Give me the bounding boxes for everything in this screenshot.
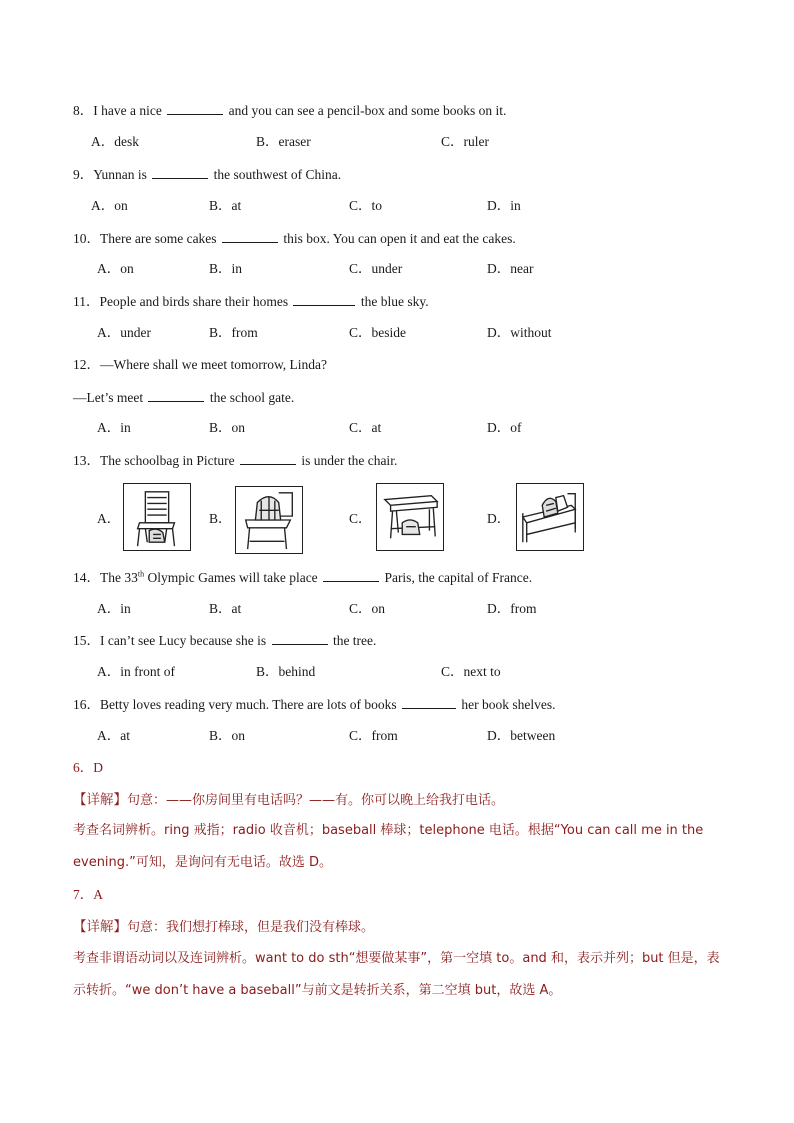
option-a: A．	[97, 511, 121, 526]
bag-on-chair-icon	[235, 486, 303, 554]
answer-blank	[152, 165, 208, 179]
option-c: C．on	[349, 601, 386, 616]
option-a: A．on	[97, 261, 134, 276]
option-c: C．under	[349, 261, 403, 276]
question-12-options	[0, 419, 794, 437]
option-b: B．on	[209, 728, 246, 743]
question-15: 15．I can’t see Lucy because she is the tree.	[73, 633, 377, 648]
option-a: A．in	[97, 420, 131, 435]
question-11-options	[0, 324, 794, 342]
question-14-options	[0, 600, 794, 618]
answer-blank	[240, 451, 296, 465]
option-c: C．at	[349, 420, 382, 435]
option-b: B．	[209, 511, 232, 526]
question-16: 16．Betty loves reading very much. There are lots of books her book shelves.	[73, 697, 556, 712]
answer-7-explanation-line1: 考查非谓语动词以及连词辨析。want to do sth“想要做某事”，第一空填 to。and 和，表示并列；but 但是，表	[73, 951, 720, 966]
option-a: A．in	[97, 601, 131, 616]
option-d: D．in	[487, 198, 521, 213]
option-c: C．next to	[441, 664, 501, 679]
question-13: 13．The schoolbag in Picture is under the chair.	[73, 453, 398, 468]
option-b: B．eraser	[256, 134, 311, 149]
answer-blank	[222, 229, 278, 243]
answer-6-explanation-line1: 考查名词辨析。ring 戒指；radio 收音机；baseball 棒球；telephone 电话。根据“You can call me in the	[73, 823, 704, 838]
bag-on-bed-icon	[516, 483, 584, 551]
question-12: 12．—Where shall we meet tomorrow, Linda?	[73, 357, 328, 372]
bag-under-table-icon	[376, 483, 444, 551]
question-10: 10．There are some cakes this box. You can open it and eat the cakes.	[73, 231, 516, 246]
option-c: C．from	[349, 728, 398, 743]
answer-6-explanation-line2: evening.”可知，是询问有无电话。故选 D。	[73, 855, 333, 870]
option-d: D．from	[487, 601, 537, 616]
chair-with-bag-under-icon	[123, 483, 191, 551]
answer-blank	[402, 695, 456, 709]
answer-blank	[293, 292, 355, 306]
option-a: A．in front of	[97, 664, 175, 679]
answer-blank	[148, 388, 204, 402]
option-b: B．at	[209, 601, 242, 616]
option-d: D．near	[487, 261, 534, 276]
option-b: B．from	[209, 325, 258, 340]
question-10-options	[0, 260, 794, 278]
question-12-reply: —Let’s meet the school gate.	[73, 390, 295, 405]
answer-blank	[167, 101, 223, 115]
answer-7-number: 7．A	[73, 887, 103, 902]
question-16-options	[0, 727, 794, 745]
answer-7-detail: 【详解】句意：我们想打棒球，但是我们没有棒球。	[73, 919, 375, 935]
answer-6-number: 6．D	[73, 760, 103, 775]
question-15-options	[0, 663, 794, 681]
option-d: D．	[487, 511, 511, 526]
question-9-options	[0, 197, 794, 215]
answer-6-detail: 【详解】句意：——你房间里有电话吗？——有。你可以晚上给我打电话。	[73, 792, 505, 808]
option-a: A．under	[97, 325, 151, 340]
answer-blank	[272, 631, 328, 645]
answer-7-explanation-line2: 示转折。“we don’t have a baseball”与前文是转折关系，第二空填 but，故选 A。	[73, 983, 562, 998]
option-b: B．behind	[256, 664, 316, 679]
option-b: B．at	[209, 198, 242, 213]
option-d: D．without	[487, 325, 552, 340]
option-b: B．in	[209, 261, 243, 276]
option-c: C．ruler	[441, 134, 489, 149]
option-b: B．on	[209, 420, 246, 435]
question-11: 11．People and birds share their homes the blue sky.	[73, 294, 429, 309]
option-a: A．desk	[91, 134, 139, 149]
option-c: C．beside	[349, 325, 406, 340]
question-8-options	[0, 133, 794, 151]
option-c: C．to	[349, 198, 383, 213]
question-14: 14．The 33th Olympic Games will take place Paris, the capital of France.	[73, 569, 533, 585]
option-d: D．between	[487, 728, 556, 743]
option-d: D．of	[487, 420, 522, 435]
option-a: A．at	[97, 728, 130, 743]
question-9: 9．Yunnan is the southwest of China.	[73, 167, 342, 182]
option-a: A．on	[91, 198, 128, 213]
question-8: 8．I have a nice and you can see a pencil-box and some books on it.	[73, 103, 507, 118]
option-c: C．	[349, 511, 372, 526]
answer-blank	[323, 568, 379, 582]
